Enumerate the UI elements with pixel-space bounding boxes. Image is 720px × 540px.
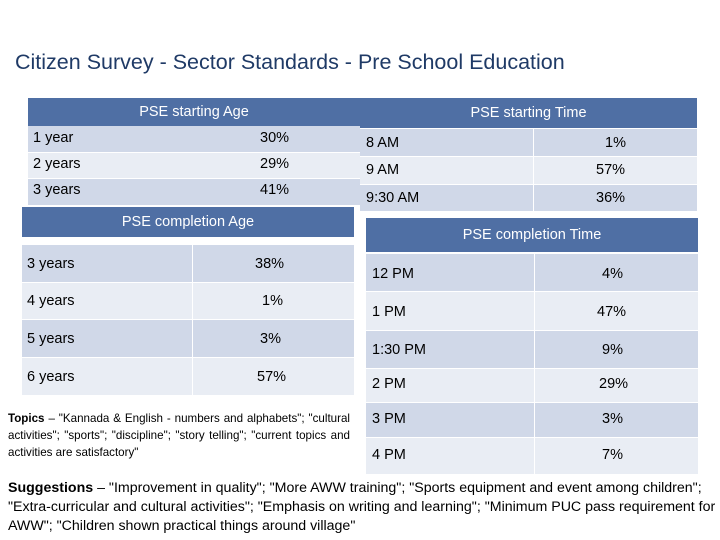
topics-text: – "Kannada & English - numbers and alphabets"; "cultural activities"; "sports"; "discipline"; "story telling"; "current topics and activities are satisfactory" xyxy=(8,412,350,459)
suggestions-label: Suggestions xyxy=(8,480,94,496)
row-value: 7% xyxy=(602,447,623,463)
table-header: PSE completion Time xyxy=(366,218,698,252)
row-value: 38% xyxy=(255,256,285,272)
row-value: 1% xyxy=(262,293,283,309)
column-divider xyxy=(534,254,535,474)
column-divider xyxy=(192,245,193,396)
table-row xyxy=(28,126,360,153)
table-row xyxy=(360,185,697,212)
table-row xyxy=(22,358,354,396)
row-value: 57% xyxy=(257,369,287,385)
row-label: 4 PM xyxy=(372,447,406,463)
row-value: 9% xyxy=(602,342,623,358)
table-row xyxy=(366,331,698,369)
row-value: 3% xyxy=(602,411,623,427)
row-label: 4 years xyxy=(27,293,75,309)
suggestions-text: – "Improvement in quality"; "More AWW training"; "Sports equipment and event among children"; "Extra-curricular and cultural activities"; "Emphasis on writing and learning"; "Minimum PUC pass requirement for AWW"; "Children shown practical things around village" xyxy=(8,480,716,534)
completion-time-table xyxy=(366,218,698,476)
row-value: 36% xyxy=(596,190,626,206)
table-row xyxy=(22,283,354,320)
row-value: 1% xyxy=(605,135,626,151)
row-value: 29% xyxy=(260,156,290,172)
table-row xyxy=(366,254,698,292)
row-label: 3 years xyxy=(33,182,81,198)
row-value: 47% xyxy=(597,304,627,320)
column-divider xyxy=(533,129,534,213)
row-value: 29% xyxy=(599,376,629,392)
table-row xyxy=(366,369,698,403)
table-row xyxy=(22,320,354,358)
row-label: 2 PM xyxy=(372,376,406,392)
table-header: PSE starting Age xyxy=(28,98,360,126)
table-row xyxy=(366,438,698,475)
table-row xyxy=(28,179,360,206)
row-label: 9 AM xyxy=(366,162,400,178)
row-label: 6 years xyxy=(27,369,75,385)
row-value: 4% xyxy=(602,266,623,282)
starting-age-table xyxy=(28,98,360,208)
topics-note xyxy=(8,410,350,461)
row-value: 3% xyxy=(260,331,281,347)
suggestions-note xyxy=(8,479,716,536)
row-value: 41% xyxy=(260,182,290,198)
row-label: 3 years xyxy=(27,256,75,272)
table-row xyxy=(366,292,698,331)
starting-time-table xyxy=(360,98,697,213)
row-label: 2 years xyxy=(33,156,81,172)
row-label: 1 year xyxy=(33,130,74,146)
page-title: Citizen Survey - Sector Standards - Pre School Education xyxy=(15,50,565,74)
completion-age-table xyxy=(22,207,354,397)
table-header: PSE completion Age xyxy=(22,207,354,237)
row-label: 1:30 PM xyxy=(372,342,426,358)
row-label: 1 PM xyxy=(372,304,406,320)
row-label: 12 PM xyxy=(372,266,414,282)
table-row xyxy=(28,153,360,179)
table-header: PSE starting Time xyxy=(360,98,697,128)
row-value: 57% xyxy=(596,162,626,178)
row-label: 8 AM xyxy=(366,135,400,151)
topics-label: Topics xyxy=(8,412,45,425)
row-label: 9:30 AM xyxy=(366,190,420,206)
table-row xyxy=(22,245,354,283)
row-label: 3 PM xyxy=(372,411,406,427)
table-row xyxy=(360,157,697,185)
row-value: 30% xyxy=(260,130,290,146)
table-row xyxy=(366,403,698,438)
table-row xyxy=(360,129,697,157)
row-label: 5 years xyxy=(27,331,75,347)
